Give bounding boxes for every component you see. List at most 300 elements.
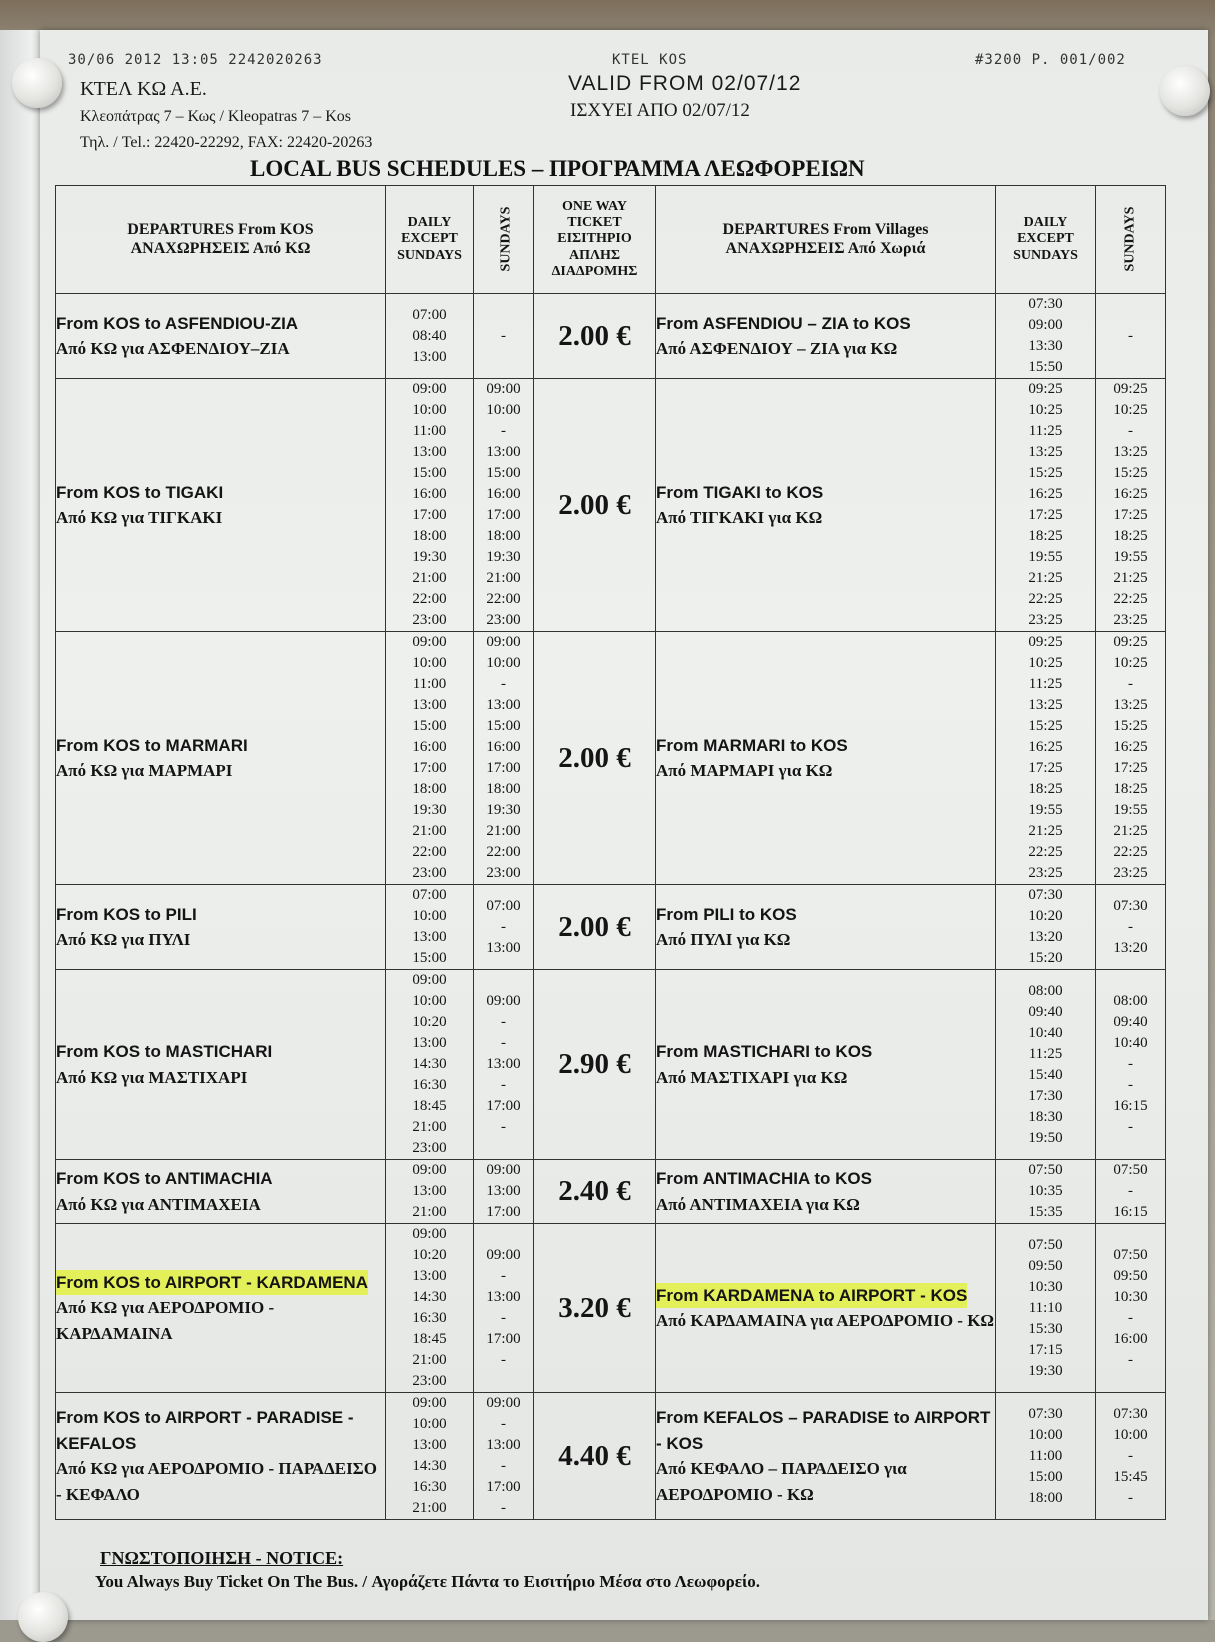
village-daily-times	[996, 1393, 1096, 1520]
time-value: 07:30	[1028, 296, 1063, 312]
time-value: 15:00	[486, 465, 521, 481]
header-departures-villages	[656, 186, 996, 294]
time-value: 18:25	[1113, 528, 1148, 544]
time-value: 17:25	[1028, 760, 1063, 776]
time-value: 17:00	[486, 760, 521, 776]
route-from-kos	[56, 1160, 386, 1224]
time-value: 09:00	[412, 634, 447, 650]
time-value: -	[501, 327, 506, 344]
time-value: 10:00	[412, 402, 447, 418]
time-value: -	[501, 1077, 506, 1093]
time-value: 09:25	[1028, 381, 1063, 397]
valid-from-en: VALID FROM 02/07/12	[568, 72, 802, 95]
time-value: 09:00	[486, 1247, 521, 1263]
header-daily-villages-l1: DAILY	[1023, 215, 1068, 231]
route-from-kos-en: From KOS to AIRPORT - KARDAMENA	[56, 1270, 368, 1296]
time-value: 07:00	[412, 306, 447, 323]
time-value: 16:25	[1113, 739, 1148, 755]
time-value: -	[1128, 676, 1133, 692]
time-value: 13:20	[1028, 929, 1063, 945]
header-sundays-villages	[1096, 186, 1166, 294]
time-value: 21:25	[1113, 823, 1148, 839]
time-value: 19:55	[1028, 549, 1063, 565]
kos-sunday-times	[474, 294, 534, 379]
table-row	[56, 970, 1166, 1160]
time-value: 09:00	[412, 1395, 447, 1411]
route-from-kos-en: From KOS to AIRPORT - PARADISE - KEFALOS	[56, 1408, 354, 1453]
route-to-kos	[656, 1160, 996, 1224]
time-value: -	[501, 1268, 506, 1284]
time-value: 07:50	[1028, 1236, 1063, 1253]
village-daily-times	[996, 1224, 1096, 1393]
time-value: 13:00	[486, 1183, 521, 1199]
company-name: ΚΤΕΛ ΚΩ Α.Ε.	[80, 78, 207, 100]
notice-text: You Always Buy Ticket On The Bus. / Αγοράζετε Πάντα το Εισιτήριο Μέσα στο Λεωφορείο.	[95, 1572, 760, 1591]
route-from-kos	[56, 1224, 386, 1393]
fax-header-center: KTEL KOS	[612, 52, 688, 68]
route-to-kos	[656, 885, 996, 970]
time-value: 07:30	[1028, 1405, 1063, 1422]
time-value: 13:00	[412, 1437, 447, 1453]
time-value: 22:00	[412, 591, 447, 607]
time-value: 07:30	[1113, 897, 1148, 914]
route-to-kos-gr: Από ΑΣΦΕΝΔΙΟΥ – ΖΙΑ για ΚΩ	[656, 339, 898, 358]
time-value: -	[501, 1352, 506, 1368]
route-to-kos-en: From ASFENDIOU – ZIA to KOS	[656, 313, 911, 333]
time-value: -	[501, 1035, 506, 1051]
header-departures-kos-en: DEPARTURES From KOS	[127, 221, 314, 239]
route-to-kos-gr: Από ΜΑΡΜΑΡΙ για ΚΩ	[656, 761, 833, 780]
time-value: 09:25	[1113, 381, 1148, 397]
kos-sunday-times	[474, 970, 534, 1160]
time-value: 15:00	[412, 465, 447, 481]
time-value: 16:00	[1113, 1331, 1148, 1347]
route-from-kos	[56, 885, 386, 970]
time-value: 19:55	[1113, 549, 1148, 565]
route-to-kos-gr: Από ΚΑΡΔΑΜΑΙΝΑ για ΑΕΡΟΔΡΟΜΙΟ - ΚΩ	[656, 1311, 995, 1330]
time-value: 11:25	[1028, 1045, 1063, 1062]
time-value: -	[501, 1416, 506, 1432]
time-value: 19:30	[412, 802, 447, 818]
village-sunday-times	[1096, 885, 1166, 970]
route-to-kos-en: From PILI to KOS	[656, 904, 797, 924]
time-value: 23:00	[486, 865, 521, 881]
time-value: 09:25	[1113, 634, 1148, 650]
time-value: 07:00	[412, 887, 447, 903]
header-daily-villages	[996, 186, 1096, 294]
time-value: 17:25	[1028, 507, 1063, 523]
time-value: 13:00	[412, 1268, 447, 1284]
time-value: 16:30	[412, 1310, 447, 1326]
time-value: 10:00	[486, 402, 521, 418]
header-ticket-l4: ΑΠΛΗΣ	[568, 247, 621, 263]
kos-sunday-times	[474, 1224, 534, 1393]
route-to-kos-en: From TIGAKI to KOS	[656, 482, 824, 502]
route-from-kos-en: From KOS to TIGAKI	[56, 482, 224, 502]
header-daily-kos-l2: EXCEPT	[401, 231, 458, 247]
kos-daily-times	[386, 1224, 474, 1393]
ticket-price: 3.20 €	[534, 1224, 656, 1393]
time-value: 21:25	[1028, 570, 1063, 586]
time-value: 21:00	[412, 823, 447, 839]
time-value: 16:15	[1113, 1204, 1148, 1220]
table-row	[56, 1393, 1166, 1520]
pushpin-bottom-left	[18, 1592, 68, 1642]
time-value: 15:35	[1028, 1204, 1063, 1220]
time-value: 08:40	[412, 327, 447, 344]
valid-from-gr: ΙΣΧΥΕΙ ΑΠΟ 02/07/12	[570, 100, 750, 121]
time-value: -	[501, 423, 506, 439]
time-value: 11:00	[412, 423, 447, 439]
time-value: 16:00	[412, 486, 447, 502]
header-departures-villages-en: DEPARTURES From Villages	[722, 221, 929, 239]
route-to-kos-gr: Από ΜΑΣΤΙΧΑΡΙ για ΚΩ	[656, 1067, 848, 1087]
kos-daily-times	[386, 970, 474, 1160]
header-daily-kos-l1: DAILY	[407, 215, 452, 231]
route-to-kos-en: From MASTICHARI to KOS	[656, 1042, 873, 1061]
time-value: 21:25	[1113, 570, 1148, 586]
time-value: -	[501, 1500, 506, 1516]
company-address: Κλεοπάτρας 7 – Κως / Kleopatras 7 – Kos	[80, 108, 351, 125]
time-value: 14:30	[412, 1458, 447, 1474]
time-value: 14:30	[412, 1289, 447, 1305]
route-to-kos	[656, 632, 996, 885]
time-value: 18:30	[1028, 1108, 1063, 1125]
time-value: 07:50	[1113, 1247, 1148, 1263]
kos-daily-times	[386, 294, 474, 379]
time-value: -	[501, 918, 506, 935]
route-from-kos	[56, 379, 386, 632]
time-value: 18:25	[1028, 781, 1063, 797]
route-from-kos-en: From KOS to MARMARI	[56, 735, 248, 755]
kos-sunday-times	[474, 1393, 534, 1520]
time-value: 09:00	[412, 1226, 447, 1242]
village-daily-times	[996, 1160, 1096, 1224]
time-value: 16:25	[1028, 486, 1063, 502]
time-value: 13:00	[486, 1437, 521, 1453]
header-ticket-l1: ONE WAY	[562, 199, 627, 215]
time-value: 10:40	[1028, 1024, 1063, 1041]
route-from-kos-en: From KOS to ANTIMACHIA	[56, 1169, 273, 1188]
time-value: 09:25	[1028, 634, 1063, 650]
kos-daily-times	[386, 379, 474, 632]
time-value: 19:30	[1028, 1362, 1063, 1379]
header-departures-villages-gr: ΑΝΑΧΩΡΗΣΕΙΣ Από Χωριά	[725, 239, 926, 257]
header-sundays-villages-label: SUNDAYS	[1122, 207, 1138, 272]
table-row	[56, 379, 1166, 632]
route-to-kos-gr: Από ΚΕΦΑΛΟ – ΠΑΡΑΔΕΙΣΟ για ΑΕΡΟΔΡΟΜΙΟ - ΚΩ	[656, 1459, 907, 1504]
time-value: 16:25	[1028, 739, 1063, 755]
time-value: -	[501, 676, 506, 692]
time-value: 18:00	[1028, 1489, 1063, 1506]
table-row	[56, 885, 1166, 970]
time-value: 10:20	[412, 1247, 447, 1263]
time-value: 21:00	[486, 823, 521, 839]
time-value: 18:25	[1028, 528, 1063, 544]
company-phone: Τηλ. / Tel.: 22420-22292, FAX: 22420-20263	[80, 134, 373, 151]
time-value: 18:00	[412, 528, 447, 544]
kos-daily-times	[386, 1393, 474, 1520]
fax-header-right: #3200 P. 001/002	[975, 52, 1126, 68]
route-to-kos-en: From KARDAMENA to AIRPORT - KOS	[656, 1283, 967, 1309]
time-value: 07:50	[1028, 1162, 1063, 1178]
time-value: 17:00	[486, 1204, 521, 1220]
time-value: 10:00	[412, 1416, 447, 1432]
time-value: -	[1128, 423, 1133, 439]
time-value: -	[1128, 1119, 1133, 1135]
time-value: 19:55	[1113, 802, 1148, 818]
time-value: 13:00	[412, 444, 447, 460]
time-value: 22:25	[1028, 591, 1063, 607]
table-row	[56, 632, 1166, 885]
time-value: 09:00	[412, 1162, 447, 1178]
time-value: 16:00	[412, 739, 447, 755]
ticket-price: 2.00 €	[534, 885, 656, 970]
time-value: 15:30	[1028, 1320, 1063, 1337]
kos-sunday-times	[474, 632, 534, 885]
route-from-kos	[56, 970, 386, 1160]
route-from-kos-gr: Από ΚΩ για ΜΑΣΤΙΧΑΡΙ	[56, 1067, 248, 1087]
time-value: 21:00	[412, 1119, 447, 1135]
time-value: 23:00	[412, 865, 447, 881]
route-to-kos-en: From ANTIMACHIA to KOS	[656, 1169, 872, 1188]
time-value: 19:30	[486, 549, 521, 565]
time-value: 15:25	[1113, 718, 1148, 734]
ticket-price: 2.00 €	[534, 379, 656, 632]
time-value: -	[1128, 1489, 1133, 1506]
kos-sunday-times	[474, 379, 534, 632]
time-value: -	[501, 1119, 506, 1135]
time-value: 16:25	[1113, 486, 1148, 502]
time-value: 16:30	[412, 1479, 447, 1495]
time-value: 16:30	[412, 1077, 447, 1093]
page-title: LOCAL BUS SCHEDULES – ΠΡΟΓΡΑΜΜΑ ΛΕΩΦΟΡΕΙΩΝ	[250, 156, 865, 181]
header-daily-villages-l3: SUNDAYS	[1013, 247, 1078, 263]
kos-sunday-times	[474, 1160, 534, 1224]
time-value: 13:00	[412, 697, 447, 713]
village-sunday-times	[1096, 1393, 1166, 1520]
route-from-kos	[56, 1393, 386, 1520]
village-sunday-times	[1096, 294, 1166, 379]
time-value: 18:45	[412, 1331, 447, 1347]
time-value: 13:20	[1113, 939, 1148, 956]
time-value: 09:00	[486, 1395, 521, 1411]
route-to-kos	[656, 294, 996, 379]
time-value: 18:45	[412, 1098, 447, 1114]
time-value: 13:25	[1113, 697, 1148, 713]
time-value: 07:30	[1028, 887, 1063, 903]
time-value: 23:00	[412, 1373, 447, 1389]
time-value: 10:00	[412, 655, 447, 671]
time-value: 22:25	[1028, 844, 1063, 860]
time-value: 09:00	[1028, 317, 1063, 333]
route-from-kos-gr: Από ΚΩ για ΑΕΡΟΔΡΟΜΙΟ - ΚΑΡΔΑΜΑΙΝΑ	[56, 1298, 275, 1343]
kos-daily-times	[386, 632, 474, 885]
time-value: 17:00	[486, 507, 521, 523]
time-value: 16:00	[486, 739, 521, 755]
time-value: -	[1128, 1352, 1133, 1368]
header-ticket-l3: ΕΙΣΙΤΗΡΙΟ	[557, 231, 632, 247]
time-value: -	[501, 1458, 506, 1474]
time-value: 21:00	[412, 1204, 447, 1220]
route-from-kos-en: From KOS to ASFENDIOU-ZIA	[56, 313, 299, 333]
time-value: -	[1128, 327, 1133, 344]
time-value: 13:00	[412, 1035, 447, 1051]
time-value: 22:00	[412, 844, 447, 860]
kos-sunday-times	[474, 885, 534, 970]
time-value: 13:30	[1028, 338, 1063, 354]
time-value: 07:50	[1113, 1162, 1148, 1178]
time-value: 15:25	[1028, 465, 1063, 481]
time-value: 13:25	[1028, 697, 1063, 713]
time-value: 21:00	[486, 570, 521, 586]
route-to-kos-gr: Από ΤΙΓΚΑΚΙ για ΚΩ	[656, 508, 823, 527]
time-value: 13:00	[486, 444, 521, 460]
time-value: 17:25	[1113, 760, 1148, 776]
time-value: 10:00	[412, 993, 447, 1009]
time-value: 23:25	[1028, 865, 1063, 881]
time-value: 18:00	[412, 781, 447, 797]
route-from-kos-gr: Από ΚΩ για ΜΑΡΜΑΡΙ	[56, 761, 233, 780]
time-value: 14:30	[412, 1056, 447, 1072]
time-value: -	[1128, 1056, 1133, 1072]
time-value: 08:00	[1113, 993, 1148, 1009]
time-value: 13:00	[486, 697, 521, 713]
time-value: 17:00	[412, 507, 447, 523]
time-value: 11:10	[1028, 1299, 1063, 1316]
time-value: 10:25	[1028, 655, 1063, 671]
route-to-kos	[656, 970, 996, 1160]
route-from-kos	[56, 632, 386, 885]
time-value: 09:00	[486, 993, 521, 1009]
village-daily-times	[996, 379, 1096, 632]
time-value: 17:00	[412, 760, 447, 776]
time-value: 13:25	[1113, 444, 1148, 460]
time-value: 11:00	[412, 676, 447, 692]
time-value: 15:50	[1028, 359, 1063, 375]
time-value: -	[501, 1310, 506, 1326]
time-value: 17:30	[1028, 1087, 1063, 1104]
route-from-kos-en: From KOS to PILI	[56, 904, 197, 924]
route-from-kos	[56, 294, 386, 379]
time-value: 17:00	[486, 1098, 521, 1114]
village-sunday-times	[1096, 970, 1166, 1160]
header-ticket-l2: TICKET	[567, 215, 622, 231]
time-value: 15:25	[1028, 718, 1063, 734]
time-value: -	[1128, 1183, 1133, 1199]
header-daily-kos-l3: SUNDAYS	[397, 247, 462, 263]
route-from-kos-gr: Από ΚΩ για ΤΙΓΚΑΚΙ	[56, 508, 223, 527]
time-value: 09:00	[486, 634, 521, 650]
time-value: 11:25	[1028, 676, 1063, 692]
pushpin-top-left	[12, 58, 62, 108]
village-daily-times	[996, 885, 1096, 970]
time-value: 17:00	[486, 1479, 521, 1495]
header-daily-villages-l2: EXCEPT	[1017, 231, 1074, 247]
time-value: 13:00	[412, 1183, 447, 1199]
village-sunday-times	[1096, 632, 1166, 885]
time-value: 10:30	[1113, 1289, 1148, 1305]
time-value: 11:00	[1028, 1447, 1063, 1464]
time-value: 07:30	[1113, 1405, 1148, 1422]
time-value: 19:55	[1028, 802, 1063, 818]
ticket-price: 2.00 €	[534, 294, 656, 379]
route-to-kos-gr: Από ΑΝΤΙΜΑΧΕΙΑ για ΚΩ	[656, 1194, 860, 1214]
time-value: 15:45	[1113, 1468, 1148, 1485]
time-value: 22:25	[1113, 844, 1148, 860]
village-daily-times	[996, 970, 1096, 1160]
time-value: 23:25	[1113, 612, 1148, 628]
route-to-kos	[656, 1393, 996, 1520]
time-value: 19:30	[412, 549, 447, 565]
kos-daily-times	[386, 1160, 474, 1224]
time-value: 21:00	[412, 570, 447, 586]
time-value: 15:40	[1028, 1066, 1063, 1083]
time-value: 10:30	[1028, 1278, 1063, 1295]
time-value: 09:50	[1113, 1268, 1148, 1284]
time-value: -	[1128, 1447, 1133, 1464]
time-value: 10:35	[1028, 1183, 1063, 1199]
time-value: 22:00	[486, 844, 521, 860]
time-value: 15:00	[412, 718, 447, 734]
time-value: 09:00	[486, 381, 521, 397]
route-from-kos-gr: Από ΚΩ για ΑΣΦΕΝΔΙΟΥ–ΖΙΑ	[56, 339, 290, 358]
village-sunday-times	[1096, 1224, 1166, 1393]
route-to-kos	[656, 379, 996, 632]
time-value: 23:25	[1113, 865, 1148, 881]
time-value: 15:00	[486, 718, 521, 734]
header-sundays-kos	[474, 186, 534, 294]
route-from-kos-gr: Από ΚΩ για ΑΝΤΙΜΑΧΕΙΑ	[56, 1194, 261, 1214]
time-value: 15:20	[1028, 950, 1063, 966]
time-value: 09:50	[1028, 1257, 1063, 1274]
village-daily-times	[996, 632, 1096, 885]
route-to-kos	[656, 1224, 996, 1393]
time-value: 15:00	[1028, 1468, 1063, 1485]
time-value: 18:25	[1113, 781, 1148, 797]
time-value: 13:00	[412, 348, 447, 365]
time-value: 18:00	[486, 781, 521, 797]
header-ticket-l5: ΔΙΑΔΡΟΜΗΣ	[551, 263, 638, 279]
time-value: 10:20	[412, 1014, 447, 1030]
time-value: 17:25	[1113, 507, 1148, 523]
time-value: 13:25	[1028, 444, 1063, 460]
time-value: 16:15	[1113, 1098, 1148, 1114]
time-value: 19:30	[486, 802, 521, 818]
time-value: 07:00	[486, 897, 521, 914]
village-sunday-times	[1096, 1160, 1166, 1224]
time-value: -	[1128, 1077, 1133, 1093]
time-value: 09:00	[412, 972, 447, 988]
time-value: 09:40	[1028, 1003, 1063, 1020]
header-departures-kos	[56, 186, 386, 294]
table-row	[56, 1224, 1166, 1393]
time-value: 23:00	[412, 1140, 447, 1156]
schedule-body	[56, 294, 1166, 1520]
time-value: 17:15	[1028, 1341, 1063, 1358]
time-value: 09:40	[1113, 1014, 1148, 1030]
time-value: 10:00	[412, 908, 447, 924]
time-value: 22:00	[486, 591, 521, 607]
time-value: 21:00	[412, 1500, 447, 1516]
time-value: 15:00	[412, 950, 447, 966]
route-to-kos-gr: Από ΠΥΛΙ για ΚΩ	[656, 930, 791, 949]
header-sundays-kos-label: SUNDAYS	[498, 207, 514, 272]
time-value: 19:50	[1028, 1129, 1063, 1146]
header-ticket	[534, 186, 656, 294]
time-value: -	[1128, 918, 1133, 935]
village-daily-times	[996, 294, 1096, 379]
